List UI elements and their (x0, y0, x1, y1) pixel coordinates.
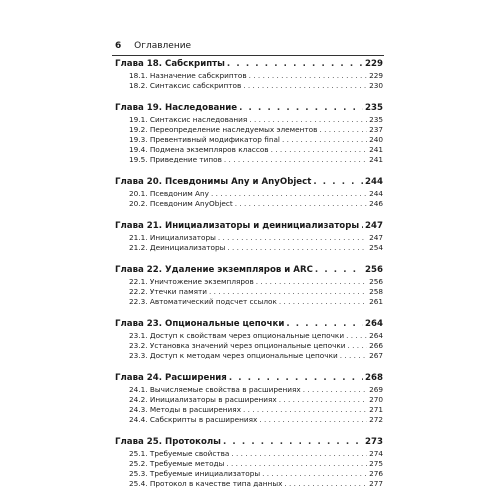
dot-leader (226, 459, 367, 469)
chapter-title: Глава 24. Расширения (115, 373, 227, 383)
toc-section-line (115, 415, 383, 425)
section-title: 23.3. Доступ к методам через опциональные цепочки (129, 351, 338, 360)
dot-leader (361, 220, 363, 233)
toc-section-line (115, 449, 383, 459)
toc-chapter-line (115, 318, 383, 331)
toc-section-line (115, 135, 383, 145)
header-rule (112, 55, 384, 56)
dot-leader (346, 331, 367, 341)
dot-leader (279, 395, 367, 405)
section-page: 270 (369, 395, 383, 404)
section-page: 271 (369, 405, 383, 414)
section-page: 237 (369, 125, 383, 134)
dot-leader (235, 199, 367, 209)
toc-section-line (115, 81, 383, 91)
section-page: 256 (369, 277, 383, 286)
dot-leader (227, 58, 363, 71)
section-title: 19.4. Подмена экземпляров классов (129, 145, 269, 154)
section-page: 267 (369, 351, 383, 360)
toc-chapter (115, 58, 383, 91)
dot-leader (229, 372, 363, 385)
toc-section-line (115, 405, 383, 415)
section-title: 25.2. Требуемые методы (129, 459, 225, 468)
dot-leader (243, 81, 367, 91)
dot-leader (256, 277, 367, 287)
dot-leader (249, 71, 367, 81)
toc-section-line (115, 287, 383, 297)
toc-section-line (115, 395, 383, 405)
section-title: 19.2. Переопределение наследуемых элементов (129, 125, 318, 134)
toc-chapter (115, 436, 383, 489)
toc-chapter (115, 102, 383, 165)
section-page: 276 (369, 469, 383, 478)
page-header (115, 39, 385, 53)
toc-chapter-line (115, 58, 383, 71)
section-page: 247 (369, 233, 383, 242)
dot-leader (286, 318, 363, 331)
section-page: 254 (369, 243, 383, 252)
toc-section-line (115, 233, 383, 243)
chapter-title: Глава 20. Псевдонимы Any и AnyObject (115, 177, 312, 187)
toc-section-line (115, 243, 383, 253)
toc-section-line (115, 145, 383, 155)
chapter-title: Глава 25. Протоколы (115, 437, 221, 447)
chapter-page: 235 (365, 103, 383, 113)
dot-leader (218, 233, 367, 243)
dot-leader (319, 125, 367, 135)
section-title: 19.5. Приведение типов (129, 155, 222, 164)
toc-chapter-line (115, 436, 383, 449)
dot-leader (340, 351, 367, 361)
chapter-page: 264 (365, 319, 383, 329)
toc-section-line (115, 385, 383, 395)
section-title: 20.2. Псевдоним AnyObject (129, 199, 233, 208)
toc-section-line (115, 277, 383, 287)
section-page: 246 (369, 199, 383, 208)
section-page: 235 (369, 115, 383, 124)
toc-chapter (115, 318, 383, 361)
section-page: 258 (369, 287, 383, 296)
toc-section-line (115, 331, 383, 341)
page-title: Оглавление (134, 41, 192, 51)
section-page: 275 (369, 459, 383, 468)
dot-leader (209, 287, 367, 297)
dot-leader (303, 385, 367, 395)
toc-section-line (115, 341, 383, 351)
chapter-title: Глава 22. Удаление экземпляров и ARC (115, 265, 313, 275)
section-page: 274 (369, 449, 383, 458)
section-title: 25.1. Требуемые свойства (129, 449, 230, 458)
section-page: 240 (369, 135, 383, 144)
section-title: 21.1. Инициализаторы (129, 233, 216, 242)
dot-leader (227, 243, 367, 253)
dot-leader (313, 176, 363, 189)
section-page: 277 (369, 479, 383, 488)
dot-leader (259, 415, 367, 425)
dot-leader (249, 115, 367, 125)
section-title: 22.3. Автоматический подсчет ссылок (129, 297, 277, 306)
toc-chapter-line (115, 220, 383, 233)
chapter-title: Глава 21. Инициализаторы и деинициализаторы (115, 221, 360, 231)
section-page: 241 (369, 155, 383, 164)
dot-leader (239, 102, 363, 115)
chapter-page: 244 (365, 177, 383, 187)
section-title: 21.2. Деинициализаторы (129, 243, 226, 252)
chapter-title: Глава 18. Сабскрипты (115, 59, 225, 69)
toc-section-line (115, 125, 383, 135)
toc-section-line (115, 189, 383, 199)
dot-leader (315, 264, 363, 277)
section-page: 272 (369, 415, 383, 424)
section-title: 24.4. Сабскрипты в расширениях (129, 415, 258, 424)
section-title: 25.4. Протокол в качестве типа данных (129, 479, 283, 488)
section-title: 18.2. Синтаксис сабскриптов (129, 81, 242, 90)
toc-section-line (115, 199, 383, 209)
section-title: 23.1. Доступ к свойствам через опциональные цепочки (129, 331, 345, 340)
toc-section-line (115, 71, 383, 81)
section-title: 22.1. Уничтожение экземпляров (129, 277, 254, 286)
dot-leader (271, 145, 367, 155)
section-page: 266 (369, 341, 383, 350)
chapter-title: Глава 23. Опциональные цепочки (115, 319, 285, 329)
section-title: 23.2. Установка значений через опциональные цепочки (129, 341, 346, 350)
section-page: 230 (369, 81, 383, 90)
toc-chapter (115, 264, 383, 307)
chapter-page: 273 (365, 437, 383, 447)
dot-leader (279, 297, 367, 307)
toc-section-line (115, 155, 383, 165)
toc-chapter-line (115, 372, 383, 385)
chapter-page: 256 (365, 265, 383, 275)
dot-leader (282, 135, 367, 145)
section-page: 241 (369, 145, 383, 154)
dot-leader (284, 479, 367, 489)
dot-leader (348, 341, 368, 351)
section-title: 19.1. Синтаксис наследования (129, 115, 248, 124)
dot-leader (224, 155, 367, 165)
page-number: 6 (115, 41, 122, 51)
section-title: 24.2. Инициализаторы в расширениях (129, 395, 277, 404)
section-title: 24.1. Вычисляемые свойства в расширениях (129, 385, 301, 394)
toc-section-line (115, 351, 383, 361)
dot-leader (211, 189, 367, 199)
toc-chapter (115, 176, 383, 209)
dot-leader (243, 405, 367, 415)
chapter-title: Глава 19. Наследование (115, 103, 238, 113)
table-of-contents (115, 58, 383, 500)
toc-chapter-line (115, 264, 383, 277)
chapter-page: 247 (365, 221, 383, 231)
toc-chapter (115, 372, 383, 425)
dot-leader (231, 449, 367, 459)
section-title: 25.3. Требуемые инициализаторы (129, 469, 261, 478)
section-page: 261 (369, 297, 383, 306)
section-page: 269 (369, 385, 383, 394)
toc-chapter-line (115, 102, 383, 115)
section-title: 22.2. Утечки памяти (129, 287, 207, 296)
section-page: 264 (369, 331, 383, 340)
toc-chapter-line (115, 176, 383, 189)
chapter-page: 268 (365, 373, 383, 383)
section-title: 24.3. Методы в расширениях (129, 405, 242, 414)
section-page: 244 (369, 189, 383, 198)
section-title: 18.1. Назначение сабскриптов (129, 71, 247, 80)
toc-section-line (115, 469, 383, 479)
toc-section-line (115, 479, 383, 489)
toc-section-line (115, 115, 383, 125)
dot-leader (223, 436, 363, 449)
section-title: 20.1. Псевдоним Any (129, 189, 209, 198)
dot-leader (262, 469, 367, 479)
section-title: 19.3. Превентивный модификатор final (129, 135, 280, 144)
toc-chapter (115, 220, 383, 253)
chapter-page: 229 (365, 59, 383, 69)
toc-section-line (115, 297, 383, 307)
toc-section-line (115, 459, 383, 469)
section-page: 229 (369, 71, 383, 80)
